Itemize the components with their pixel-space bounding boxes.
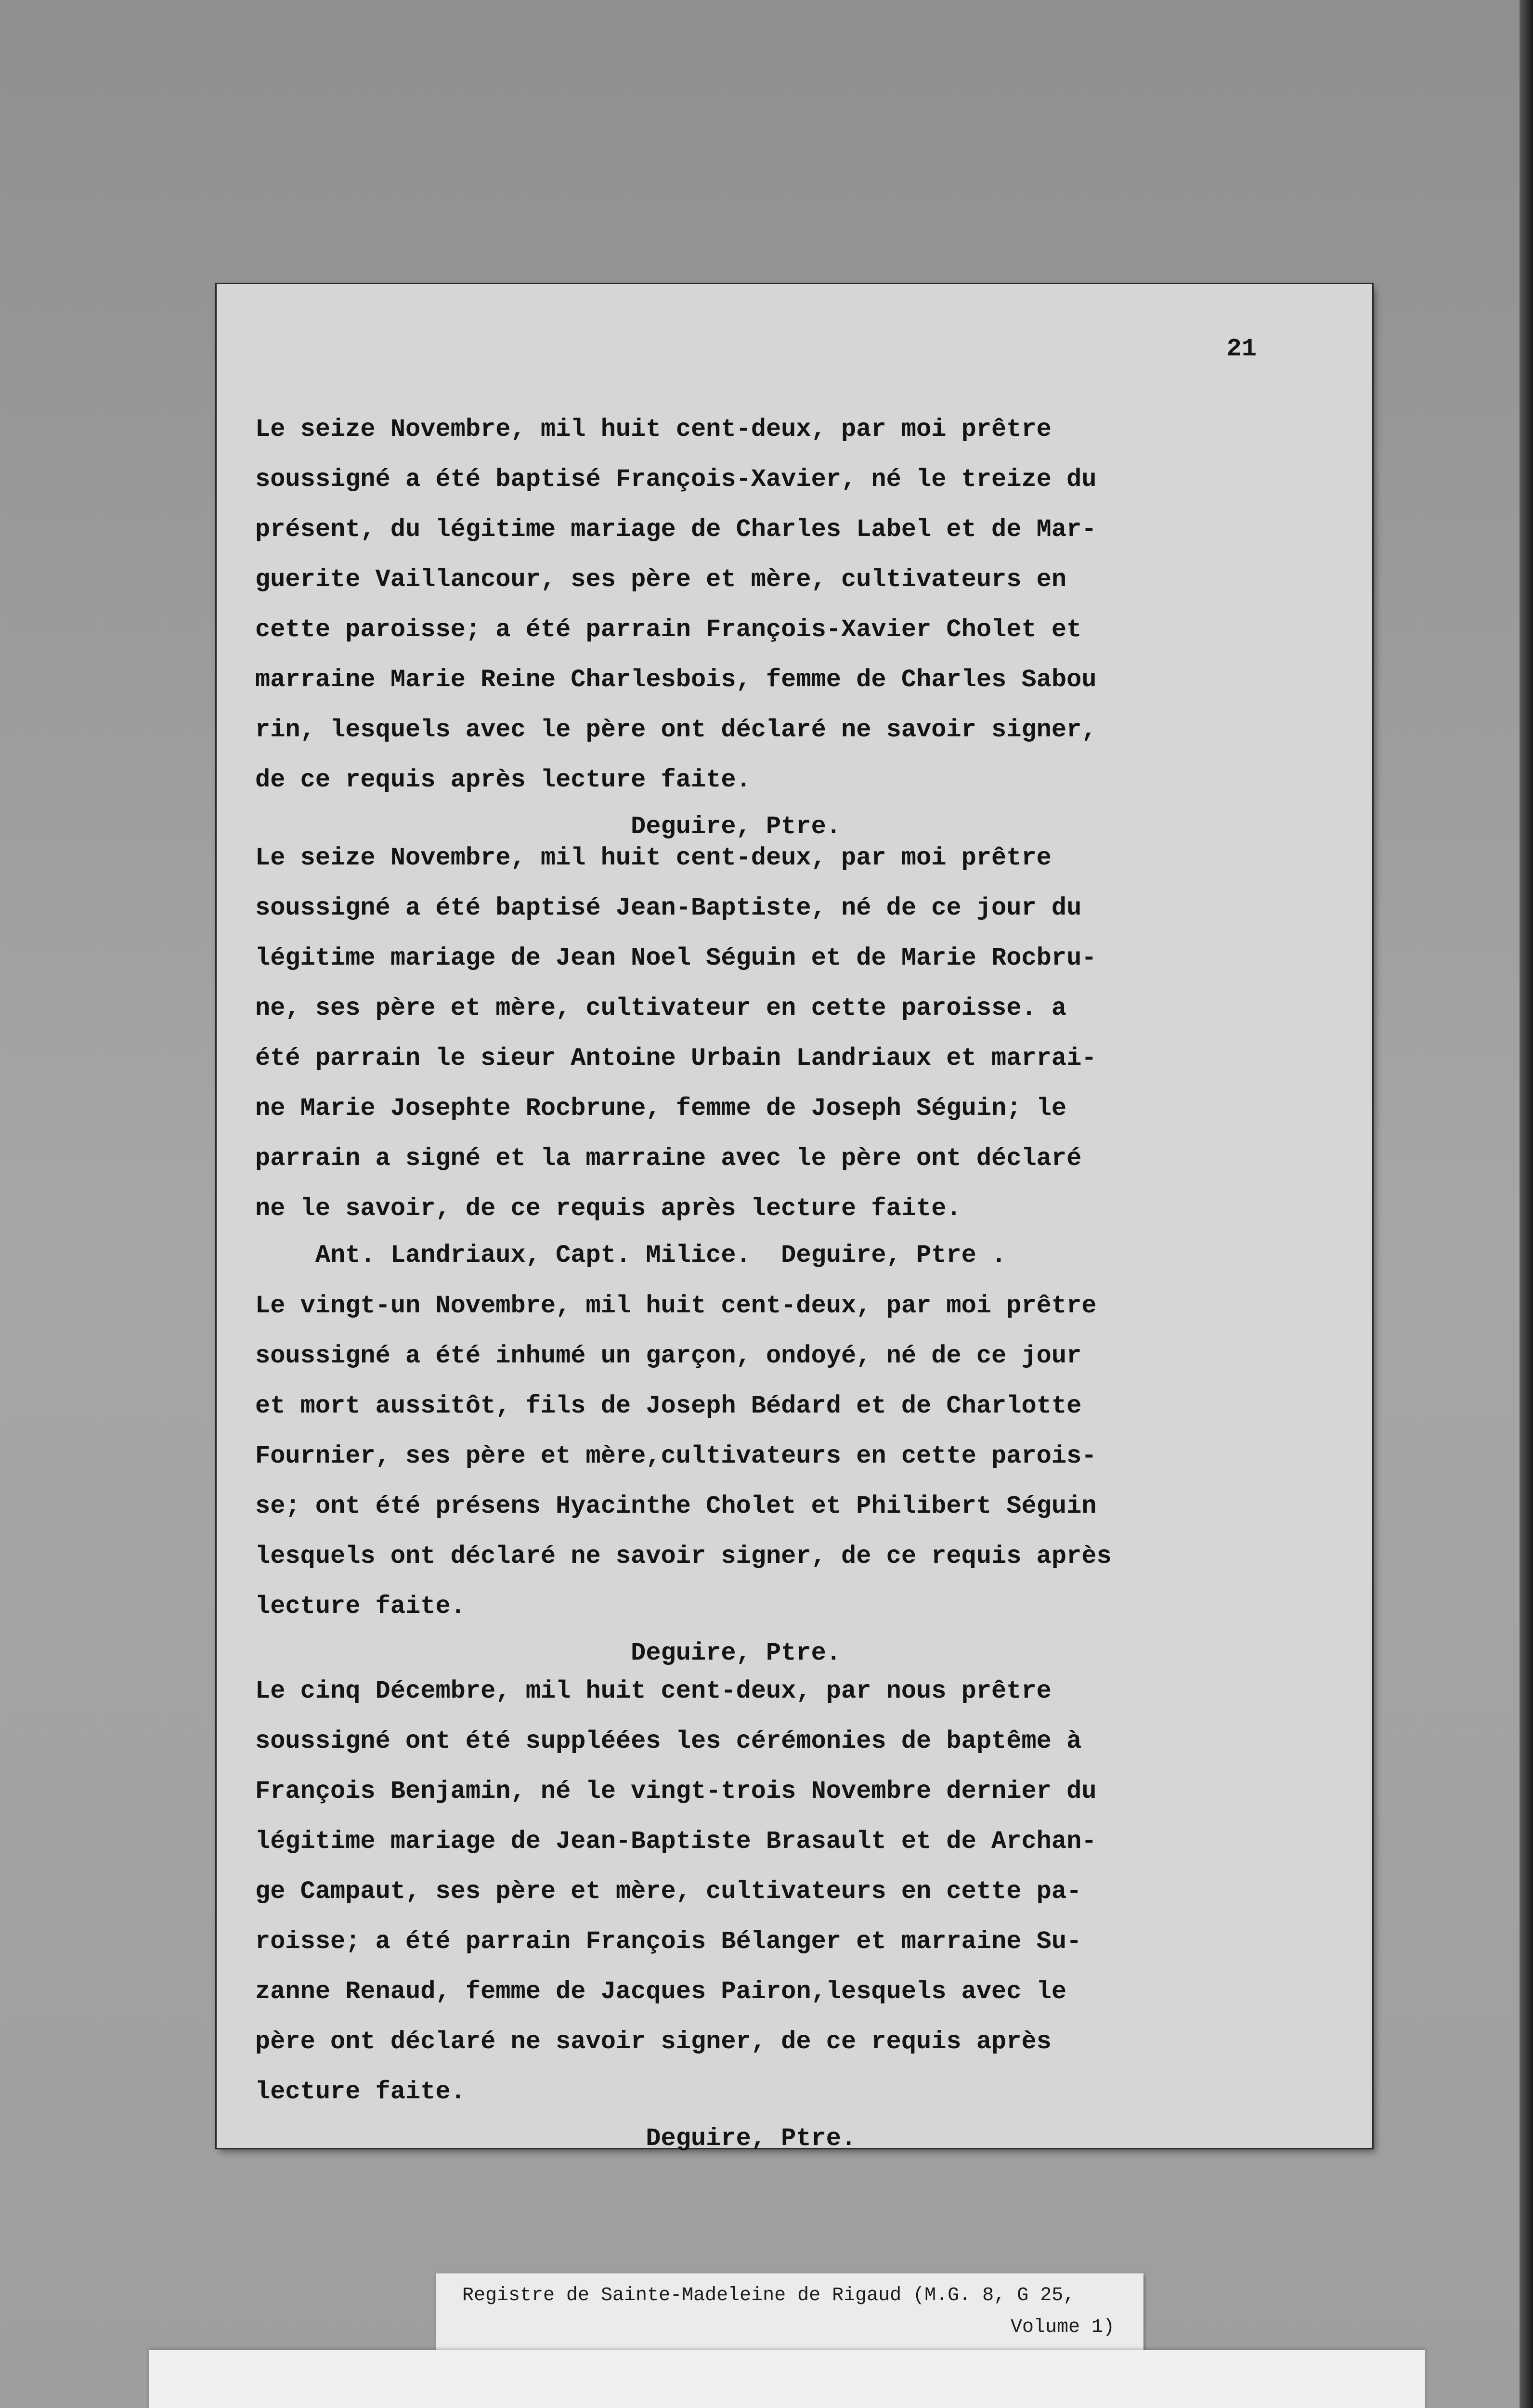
catalog-label-line: Volume 1) bbox=[1010, 2316, 1115, 2338]
entry-text: Le vingt-un Novembre, mil huit cent-deux, par moi prêtre soussigné a été inhumé un garçon, ondoyé, né de ce jour et mort aussitôt, fils de Joseph Bédard et de Charlotte Fournier, ses père et mère,cultivateurs en cette parois- se; ont été présens Hyacinthe Cholet et Philibert Séguin lesquels ont déclaré ne savoir signer, de ce requis après lecture faite. bbox=[255, 1292, 1112, 1621]
entry-signature: Deguire, Ptre. bbox=[255, 812, 841, 841]
entry-text: Le seize Novembre, mil huit cent-deux, par moi prêtre soussigné a été baptisé Jean-Baptiste, né de ce jour du légitime mariage de Jean Noel Séguin et de Marie Rocbru- ne, ses père et mère, cultivateur en cette paroisse. a été parrain le sieur Antoine Urbain Landriaux et marrai- ne Marie Josephte Rocbrune, femme de Joseph Séguin; le parrain a signé et la marraine avec le père ont déclaré ne le savoir, de ce requis après lecture faite. bbox=[255, 844, 1097, 1223]
catalog-label bbox=[436, 2273, 1143, 2354]
page-number: 21 bbox=[1226, 335, 1257, 363]
register-entry bbox=[255, 1666, 1319, 2160]
register-entry bbox=[255, 1281, 1319, 1675]
film-edge bbox=[1520, 0, 1533, 2408]
register-entry bbox=[255, 833, 1319, 1277]
archives-card bbox=[149, 2350, 1425, 2408]
catalog-label-line: Registre de Sainte-Madeleine de Rigaud (M.G. 8, G 25, bbox=[462, 2285, 1075, 2306]
entry-text: Le seize Novembre, mil huit cent-deux, par moi prêtre soussigné a été baptisé François-Xavier, né le treize du présent, du légitime mariage de Charles Label et de Mar- guerite Vaillancour, ses père et mère, cultivateurs en cette paroisse; a été parrain François-Xavier Cholet et marraine Marie Reine Charlesbois, femme de Charles Sabou rin, lesquels avec le père ont déclaré ne savoir signer, de ce requis après lecture faite. bbox=[255, 415, 1097, 794]
entry-text: Le cinq Décembre, mil huit cent-deux, par nous prêtre soussigné ont été suppléées les cérémonies de baptême à François Benjamin, né le vingt-trois Novembre dernier du légitime mariage de Jean-Baptiste Brasault et de Archan- ge Campaut, ses père et mère, cultivateurs en cette pa- roisse; a été parrain François Bélanger et marraine Su- zanne Renaud, femme de Jacques Pairon,lesquels avec le père ont déclaré ne savoir signer, de ce requis après lecture faite. bbox=[255, 1677, 1097, 2106]
entry-signature: Deguire, Ptre. bbox=[255, 1639, 841, 1667]
entry-signature: Deguire, Ptre. bbox=[255, 2124, 857, 2153]
entry-signature: Ant. Landriaux, Capt. Milice. Deguire, Ptre . bbox=[255, 1241, 1007, 1269]
register-entry bbox=[255, 405, 1319, 849]
